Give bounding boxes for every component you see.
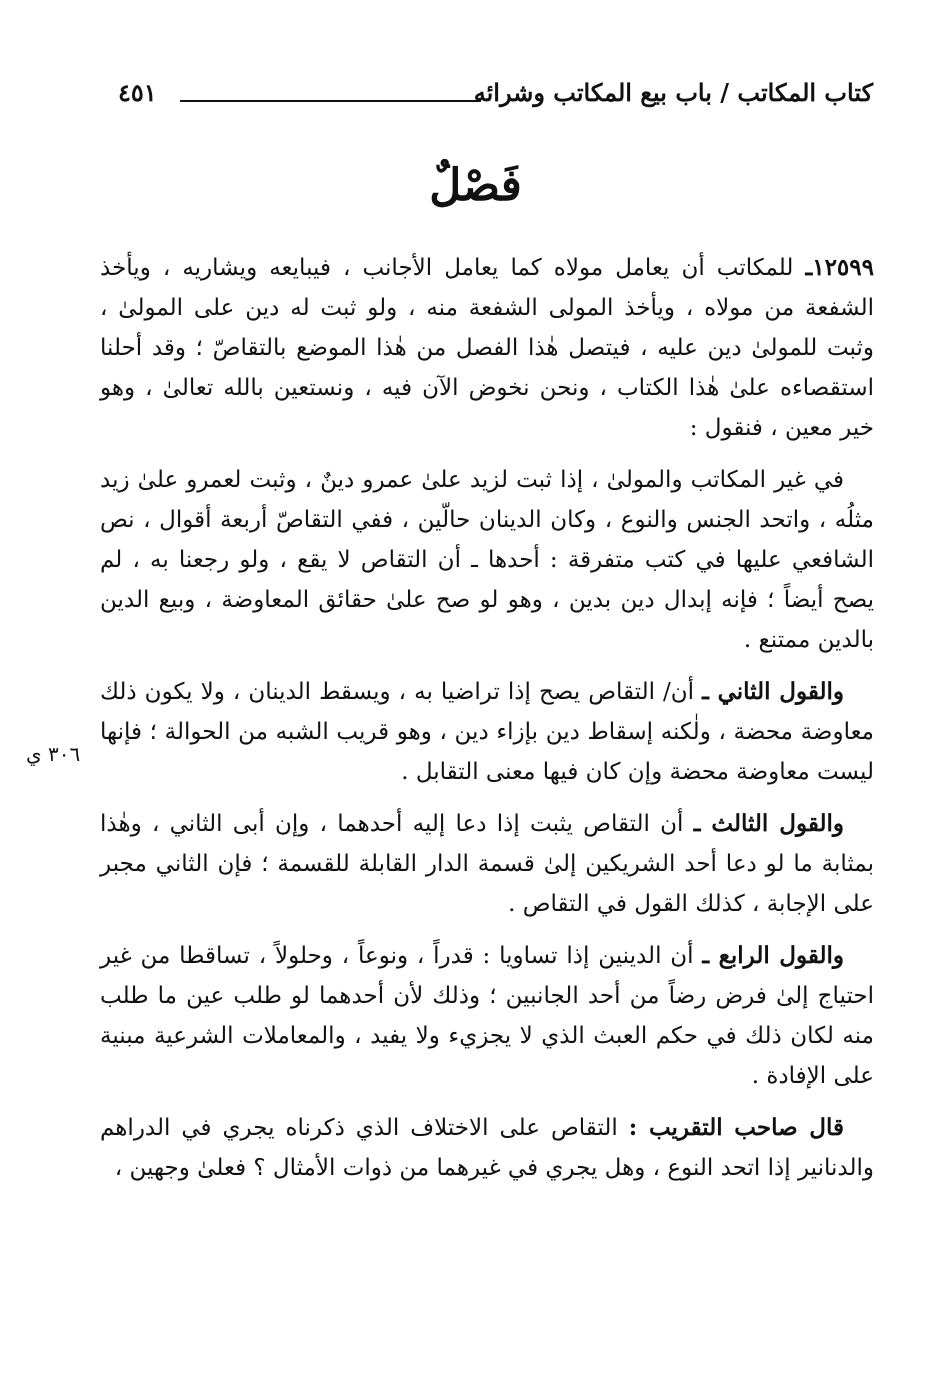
paragraph-lead: ١٢٥٩٩ـ	[805, 254, 874, 281]
paragraph	[100, 936, 874, 1096]
paragraph-text: أن التقاص يثبت إذا دعا إليه أحدهما ، وإن أبى الثاني ، وهٰذا بمثابة ما لو دعا أحد الشريكين إلىٰ قسمة الدار القابلة للقسمة ؛ فإن الثاني مجبر على الإجابة ، كذلك القول في التقاص .	[100, 811, 874, 917]
body-text	[100, 248, 874, 1200]
paragraph-lead: قال صاحب التقريب :	[628, 1114, 845, 1141]
margin-reference: ٣٠٦ ي	[26, 742, 81, 766]
paragraph-text: للمكاتب أن يعامل مولاه كما يعامل الأجانب ، فيبايعه ويشاريه ، ويأخذ الشفعة من مولاه ، ويأخذ المولى الشفعة منه ، ولو ثبت له دين على المولىٰ ، وثبت للمولىٰ دين عليه ، فيتصل هٰذا الفصل من هٰذا الموضع بالتقاصّ ؛ وقد أحلنا استقصاءه علىٰ هٰذا الكتاب ، ونحن نخوض الآن فيه ، ونستعين بالله تعالىٰ ، وهو خير معين ، فنقول :	[100, 255, 874, 441]
paragraph	[100, 1108, 874, 1188]
paragraph-lead: والقول الرابع ـ	[702, 942, 845, 969]
header-title: كتاب المكاتب / باب بيع المكاتب وشرائه	[473, 78, 873, 107]
paragraph-text: أن الدينين إذا تساويا : قدراً ، ونوعاً ، وحلولاً ، تساقطا من غير احتياج إلىٰ فرض رضاً من أحد الجانبين ؛ وذلك لأن أحدهما لو طلب عين ما طلب منه لكان ذلك في حكم العبث الذي لا يجزيء ولا يفيد ، والمعاملات الشرعية مبنية على الإفادة .	[100, 943, 874, 1089]
paragraph-lead: والقول الثاني ـ	[702, 678, 844, 705]
paragraph-lead: والقول الثالث ـ	[693, 810, 844, 837]
paragraph-text: التقاص على الاختلاف الذي ذكرناه يجري في الدراهم والدنانير إذا اتحد النوع ، وهل يجري في غيرهما من ذوات الأمثال ؟ فعلىٰ وجهين ،	[100, 1115, 874, 1181]
paragraph-text: أن/ التقاص يصح إذا تراضيا به ، ويسقط الدينان ، ولا يكون ذلك معاوضة محضة ، ولٰكنه إسقاط دين بإزاء دين ، وهو قريب الشبه من الحوالة ؛ فإنها ليست معاوضة محضة وإن كان فيها معنى التقابل .	[100, 679, 874, 785]
section-heading	[0, 160, 951, 211]
paragraph	[100, 460, 874, 660]
running-header	[118, 78, 873, 118]
paragraph	[100, 248, 874, 448]
paragraph-text: في غير المكاتب والمولىٰ ، إذا ثبت لزيد علىٰ عمرو دينٌ ، وثبت لعمرو علىٰ زيد مثلُه ، واتحد الجنس والنوع ، وكان الدينان حالّين ، ففي التقاصّ أربعة أقوال ، نص الشافعي عليها في كتب متفرقة : أحدها ـ أن التقاص لا يقع ، ولو رجعنا به ، لم يصح أيضاً ؛ فإنه إبدال دين بدين ، وهو لو صح علىٰ حقائق المعاوضة ، وبيع الدين بالدين ممتنع .	[100, 467, 875, 653]
page-number: ٤٥١	[118, 78, 157, 107]
section-heading-text: فَصْلٌ	[429, 160, 522, 211]
paragraph	[100, 672, 874, 792]
header-rule	[180, 100, 481, 102]
paragraph	[100, 804, 874, 924]
